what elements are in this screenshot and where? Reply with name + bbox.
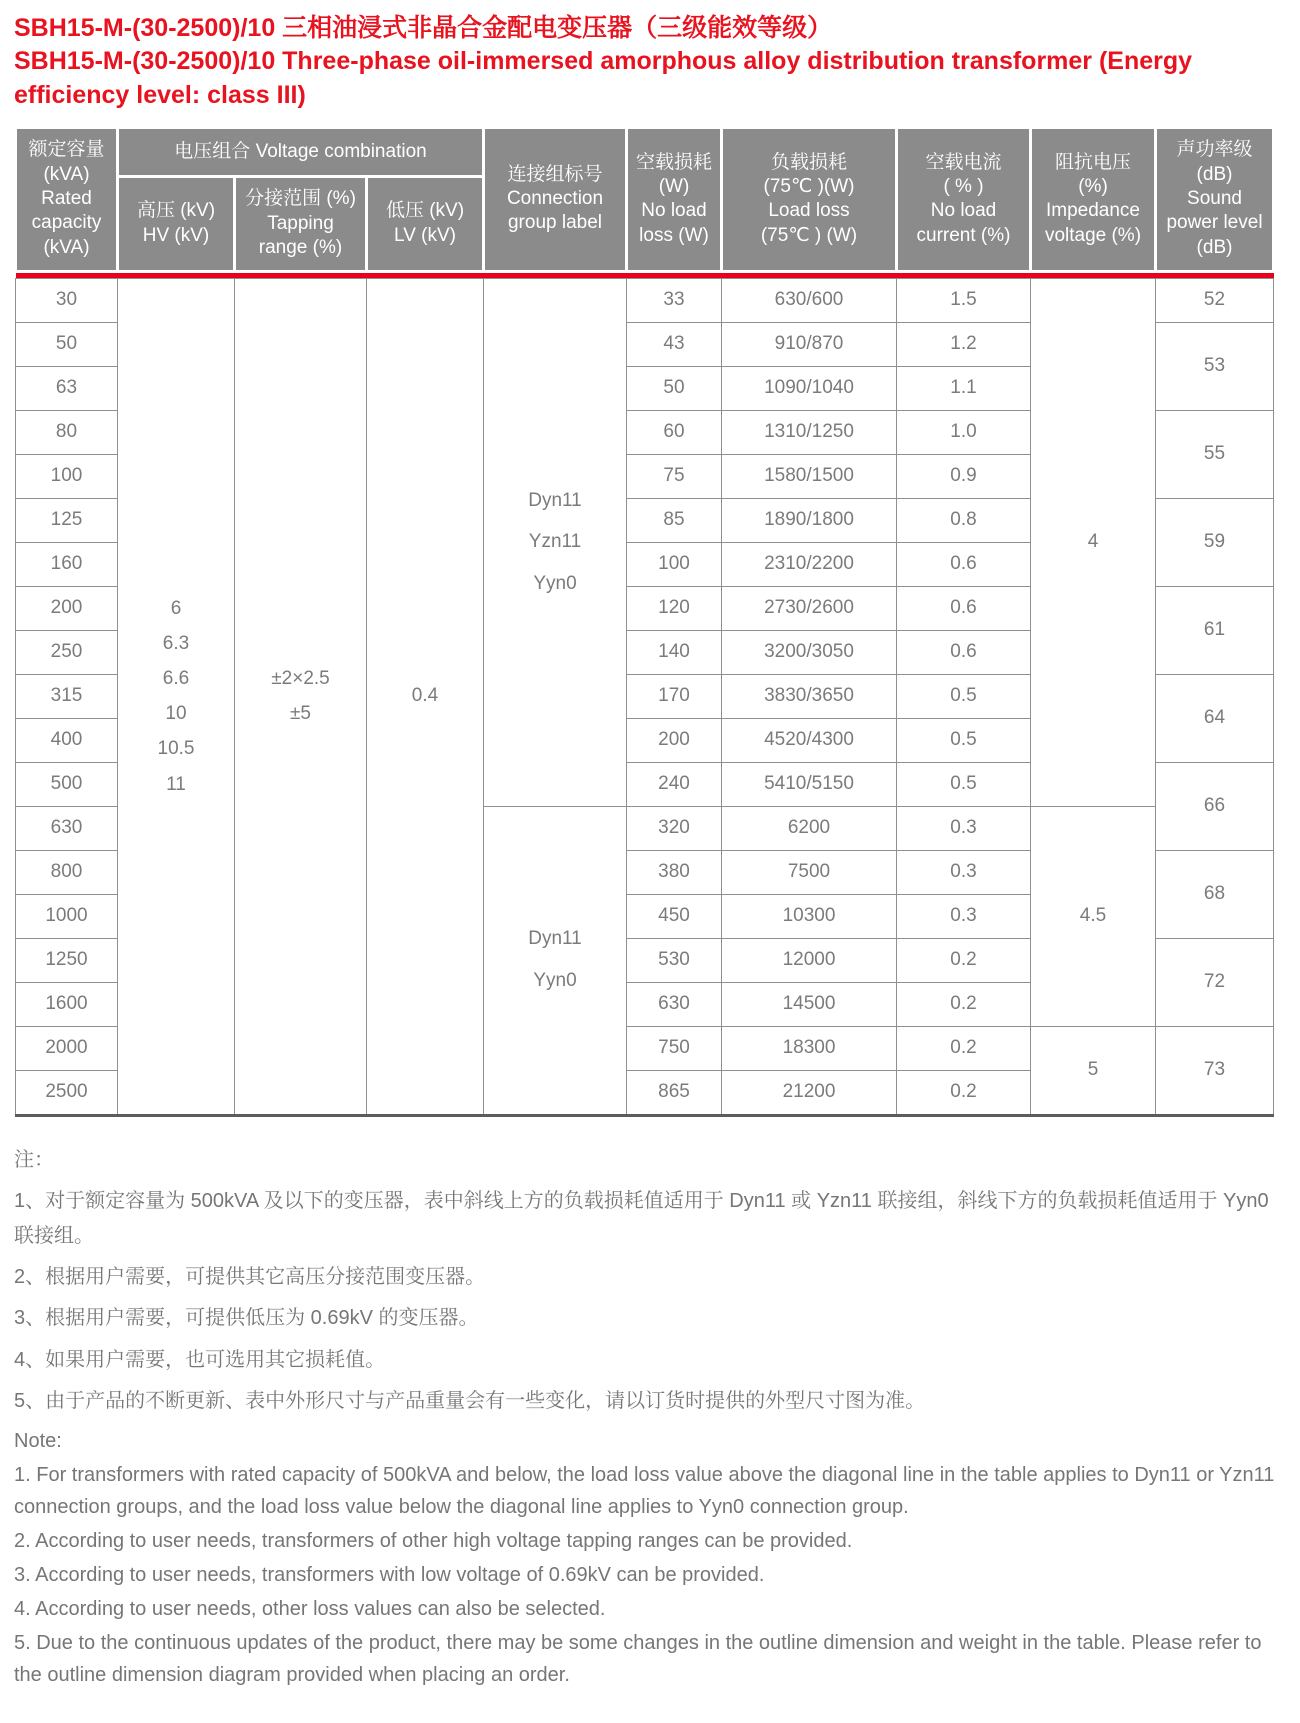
no-load-loss-cell: 530 (627, 938, 722, 982)
header-lv (367, 176, 484, 271)
header-line: Rated (41, 188, 92, 210)
header-line: 空载损耗 (635, 151, 712, 173)
header-line: power level (1166, 212, 1263, 234)
no-load-loss-cell: 33 (627, 278, 722, 322)
transformer-spec-table (14, 126, 1275, 1117)
table-row (16, 278, 1274, 322)
note-item: 2. According to user needs, transformers of other high voltage tapping ranges can be provided. (14, 1530, 853, 1553)
header-connection-group (484, 127, 627, 271)
header-line: HV (kV) (142, 224, 210, 246)
header-line: capacity (31, 212, 102, 234)
rated-capacity-cell: 160 (16, 542, 118, 586)
sound-power-cell: 72 (1156, 938, 1274, 1026)
rated-capacity-cell: 1250 (16, 938, 118, 982)
connection-value: Yzn11 (528, 531, 582, 553)
no-load-current-cell: 0.6 (897, 542, 1031, 586)
connection-group-cell (484, 278, 627, 806)
notes-label-en: Note: (14, 1430, 62, 1453)
header-line: 分接范围 (%) (245, 188, 356, 210)
tapping-value: ±5 (290, 703, 311, 725)
no-load-loss-cell: 43 (627, 322, 722, 366)
sound-power-cell: 66 (1156, 762, 1274, 850)
note-item: 3、根据用户需要，可提供低压为 0.69kV 的变压器。 (14, 1307, 479, 1330)
no-load-loss-cell: 200 (627, 718, 722, 762)
header-no-load-current (897, 127, 1031, 271)
load-loss-cell: 4520/4300 (722, 718, 897, 762)
sound-power-cell: 59 (1156, 498, 1274, 586)
no-load-current-cell: 1.2 (897, 322, 1031, 366)
notes-zh (14, 1143, 1276, 1419)
rated-capacity-cell: 50 (16, 322, 118, 366)
load-loss-cell: 12000 (722, 938, 897, 982)
impedance-voltage-cell: 5 (1031, 1026, 1156, 1115)
header-line: No load (930, 200, 997, 222)
load-loss-cell: 630/600 (722, 278, 897, 322)
page-title-zh: SBH15-M-(30-2500)/10 三相油浸式非晶合金配电变压器（三级能效等级） (14, 14, 833, 42)
header-line: (kVA) (43, 236, 90, 258)
header-line: 额定容量 (28, 139, 105, 161)
header-line: (%) (1078, 175, 1108, 197)
rated-capacity-cell: 2500 (16, 1070, 118, 1115)
header-line: Load loss (768, 200, 850, 222)
sound-power-cell: 52 (1156, 278, 1274, 322)
connection-value: Yyn0 (533, 573, 577, 595)
header-line: (kVA) (43, 163, 90, 185)
rated-capacity-cell: 100 (16, 454, 118, 498)
header-line: 连接组标号 (507, 163, 603, 185)
header-line: 电压组合 Voltage combination (174, 140, 427, 162)
load-loss-cell: 1090/1040 (722, 366, 897, 410)
header-line: LV (kV) (394, 224, 456, 246)
note-item: 1. For transformers with rated capacity of 500kVA and below, the load loss value above the diagonal line in the table applies to Dyn11 or Yzn11 connection groups, and the load loss value below the diagonal line applies to Yyn0 connection group. (14, 1464, 1275, 1519)
no-load-loss-cell: 320 (627, 806, 722, 850)
rated-capacity-cell: 630 (16, 806, 118, 850)
no-load-current-cell: 0.3 (897, 894, 1031, 938)
notes-label-zh: 注： (14, 1148, 54, 1171)
no-load-loss-cell: 140 (627, 630, 722, 674)
sound-power-cell: 53 (1156, 322, 1274, 410)
header-line: Impedance (1045, 200, 1140, 222)
no-load-current-cell: 0.8 (897, 498, 1031, 542)
hv-value: 10 (165, 703, 187, 725)
rated-capacity-cell: 400 (16, 718, 118, 762)
connection-value: Dyn11 (528, 489, 582, 511)
load-loss-cell: 10300 (722, 894, 897, 938)
header-line: 阻抗电压 (1054, 151, 1131, 173)
no-load-loss-cell: 50 (627, 366, 722, 410)
header-tapping-range (235, 176, 367, 271)
header-line: No load (641, 200, 707, 222)
load-loss-cell: 18300 (722, 1026, 897, 1070)
header-line: loss (W) (639, 224, 709, 246)
no-load-current-cell: 0.5 (897, 718, 1031, 762)
no-load-current-cell: 0.2 (897, 1070, 1031, 1115)
load-loss-cell: 1890/1800 (722, 498, 897, 542)
rated-capacity-cell: 63 (16, 366, 118, 410)
header-line: Tapping (267, 212, 334, 234)
rated-capacity-cell: 1600 (16, 982, 118, 1026)
sound-power-cell: 55 (1156, 410, 1274, 498)
rated-capacity-cell: 30 (16, 278, 118, 322)
rated-capacity-cell: 1000 (16, 894, 118, 938)
no-load-loss-cell: 865 (627, 1070, 722, 1115)
table-header (16, 127, 1274, 278)
header-rated-capacity (16, 127, 118, 271)
load-loss-cell: 6200 (722, 806, 897, 850)
rated-capacity-cell: 500 (16, 762, 118, 806)
note-item: 1、对于额定容量为 500kVA 及以下的变压器，表中斜线上方的负载损耗值适用于 Dyn11 或 Yzn11 联接组，斜线下方的负载损耗值适用于 Yyn0 联接组。 (14, 1190, 1269, 1247)
sound-power-cell: 64 (1156, 674, 1274, 762)
header-line: (dB) (1196, 163, 1233, 185)
no-load-loss-cell: 60 (627, 410, 722, 454)
no-load-current-cell: 0.2 (897, 1026, 1031, 1070)
sound-power-cell: 73 (1156, 1026, 1274, 1115)
title-block (14, 12, 1276, 112)
connection-value: Yyn0 (533, 970, 577, 992)
header-load-loss (722, 127, 897, 271)
no-load-current-cell: 0.6 (897, 586, 1031, 630)
load-loss-cell: 1580/1500 (722, 454, 897, 498)
no-load-current-cell: 0.2 (897, 982, 1031, 1026)
note-item: 2、根据用户需要，可提供其它高压分接范围变压器。 (14, 1265, 486, 1288)
connection-value: Dyn11 (528, 928, 582, 950)
header-line: 空载电流 (925, 151, 1002, 173)
header-line: Connection (506, 188, 604, 210)
note-item: 5、由于产品的不断更新、表中外形尺寸与产品重量会有一些变化，请以订货时提供的外型尺寸图为准。 (14, 1390, 926, 1413)
header-line: (75℃ ) (W) (760, 224, 858, 246)
header-hv (118, 176, 235, 271)
header-line: 声功率级 (1176, 139, 1253, 161)
note-item: 5. Due to the continuous updates of the product, there may be some changes in the outline dimension and weight in the table. Please refer to the outline dimension diagram provided when placing an order. (14, 1632, 1262, 1687)
lv-value-cell: 0.4 (367, 278, 484, 1115)
header-line: 负载损耗 (770, 151, 847, 173)
no-load-loss-cell: 85 (627, 498, 722, 542)
header-no-load-loss (627, 127, 722, 271)
load-loss-cell: 7500 (722, 850, 897, 894)
no-load-loss-cell: 120 (627, 586, 722, 630)
red-separator-line (16, 271, 1274, 278)
no-load-loss-cell: 170 (627, 674, 722, 718)
no-load-current-cell: 0.3 (897, 806, 1031, 850)
header-line: voltage (%) (1044, 224, 1142, 246)
rated-capacity-cell: 2000 (16, 1026, 118, 1070)
no-load-loss-cell: 380 (627, 850, 722, 894)
rated-capacity-cell: 250 (16, 630, 118, 674)
rated-capacity-cell: 800 (16, 850, 118, 894)
header-line: range (%) (258, 236, 343, 258)
no-load-loss-cell: 100 (627, 542, 722, 586)
note-item: 4. According to user needs, other loss values can also be selected. (14, 1598, 606, 1621)
no-load-current-cell: 0.2 (897, 938, 1031, 982)
load-loss-cell: 1310/1250 (722, 410, 897, 454)
no-load-current-cell: 1.5 (897, 278, 1031, 322)
rated-capacity-cell: 80 (16, 410, 118, 454)
hv-value: 6.3 (162, 632, 190, 654)
load-loss-cell: 2310/2200 (722, 542, 897, 586)
rated-capacity-cell: 315 (16, 674, 118, 718)
no-load-current-cell: 0.5 (897, 674, 1031, 718)
header-line: 低压 (kV) (385, 200, 465, 222)
load-loss-cell: 5410/5150 (722, 762, 897, 806)
notes-section (14, 1143, 1276, 1692)
rated-capacity-cell: 200 (16, 586, 118, 630)
header-line: ( % ) (943, 175, 984, 197)
impedance-voltage-cell: 4.5 (1031, 806, 1156, 1026)
sound-power-cell: 68 (1156, 850, 1274, 938)
no-load-loss-cell: 450 (627, 894, 722, 938)
no-load-current-cell: 1.0 (897, 410, 1031, 454)
tapping-range-cell (235, 278, 367, 1115)
header-sound-power-level (1156, 127, 1274, 271)
table-body (16, 278, 1274, 1115)
header-line: group label (507, 212, 603, 234)
load-loss-cell: 2730/2600 (722, 586, 897, 630)
header-impedance-voltage (1031, 127, 1156, 271)
connection-group-cell (484, 806, 627, 1115)
load-loss-cell: 14500 (722, 982, 897, 1026)
load-loss-cell: 3200/3050 (722, 630, 897, 674)
header-line: Sound (1187, 188, 1242, 210)
no-load-current-cell: 0.9 (897, 454, 1031, 498)
no-load-current-cell: 0.3 (897, 850, 1031, 894)
header-line: 高压 (kV) (136, 200, 216, 222)
no-load-loss-cell: 750 (627, 1026, 722, 1070)
hv-values-cell (118, 278, 235, 1115)
hv-value: 11 (166, 773, 186, 795)
sound-power-cell: 61 (1156, 586, 1274, 674)
header-line: current (%) (916, 224, 1011, 246)
header-line: (W) (658, 175, 690, 197)
note-item: 3. According to user needs, transformers with low voltage of 0.69kV can be provided. (14, 1564, 765, 1587)
load-loss-cell: 910/870 (722, 322, 897, 366)
hv-value: 6.6 (162, 668, 190, 690)
no-load-loss-cell: 75 (627, 454, 722, 498)
note-item: 4、如果用户需要，也可选用其它损耗值。 (14, 1348, 386, 1371)
notes-en (14, 1425, 1276, 1691)
hv-value: 6 (170, 597, 182, 619)
tapping-value: ±2×2.5 (271, 668, 330, 690)
no-load-loss-cell: 240 (627, 762, 722, 806)
rated-capacity-cell: 125 (16, 498, 118, 542)
hv-value: 10.5 (157, 738, 195, 760)
header-line: (dB) (1196, 236, 1233, 258)
impedance-voltage-cell: 4 (1031, 278, 1156, 806)
load-loss-cell: 3830/3650 (722, 674, 897, 718)
no-load-current-cell: 1.1 (897, 366, 1031, 410)
no-load-current-cell: 0.5 (897, 762, 1031, 806)
page-title-en: SBH15-M-(30-2500)/10 Three-phase oil-immersed amorphous alloy distribution transformer (Energy efficiency level: class III) (14, 47, 1193, 109)
header-voltage-combination (118, 127, 484, 176)
header-line: (75℃ )(W) (763, 175, 855, 197)
load-loss-cell: 21200 (722, 1070, 897, 1115)
no-load-loss-cell: 630 (627, 982, 722, 1026)
no-load-current-cell: 0.6 (897, 630, 1031, 674)
